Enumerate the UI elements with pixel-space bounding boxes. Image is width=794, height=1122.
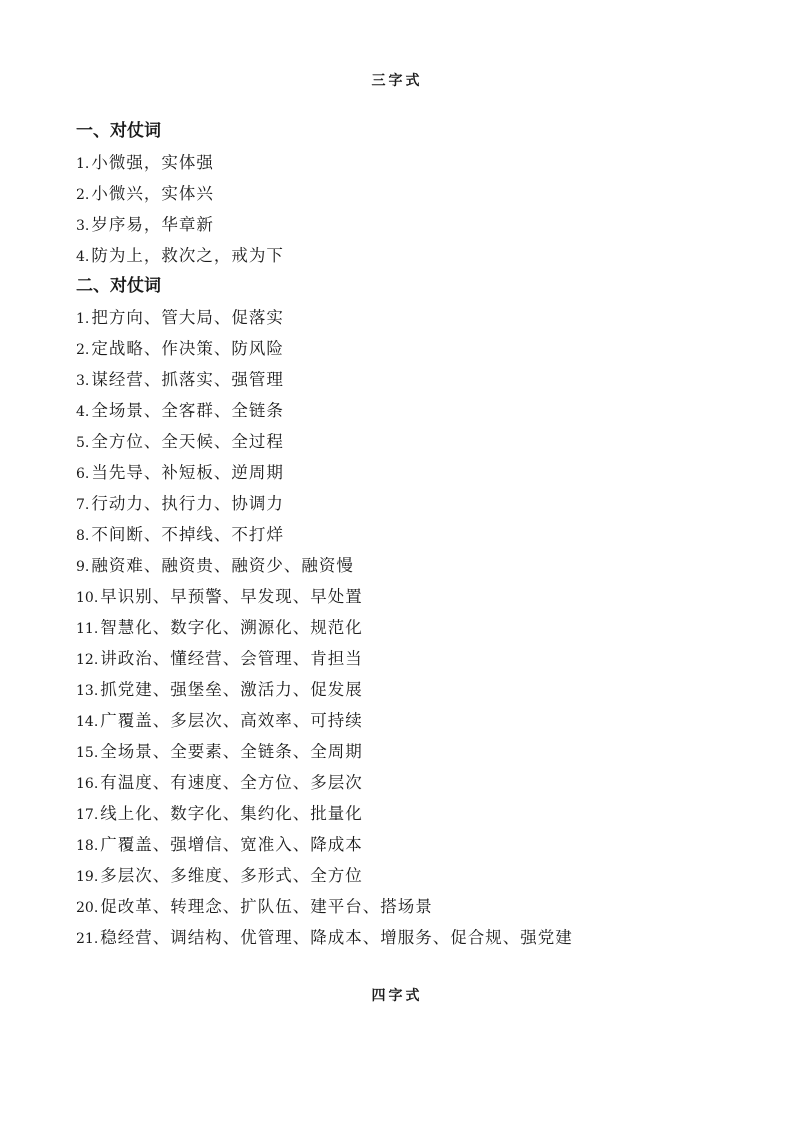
list-item [76,333,736,364]
list-item-text: 当先导、补短板、逆周期 [91,463,284,482]
list-item-number: 11. [76,621,99,637]
list-item [76,736,736,767]
list-item-number: 7. [76,497,90,513]
phrase-list [76,116,736,953]
list-item-text: 谋经营、抓落实、强管理 [91,370,284,389]
list-item [76,860,736,891]
list-item-number: 12. [76,652,99,668]
list-item-number: 2. [76,187,90,203]
list-item-number: 8. [76,528,90,544]
list-item-text: 岁序易，华章新 [91,215,214,234]
list-item [76,147,736,178]
list-item [76,643,736,674]
list-item-text: 全场景、全要素、全链条、全周期 [100,742,363,761]
list-item-text: 防为上，救次之，戒为下 [91,246,284,265]
list-item [76,767,736,798]
list-item-text: 智慧化、数字化、溯源化、规范化 [100,618,363,637]
list-item [76,922,736,953]
list-item [76,364,736,395]
list-item-text: 广覆盖、强增信、宽准入、降成本 [100,835,363,854]
list-item [76,798,736,829]
list-item [76,302,736,333]
section-title-three-character: 三字式 [371,73,423,89]
list-item-text: 抓党建、强堡垒、激活力、促发展 [100,680,363,699]
list-item [76,178,736,209]
section-heading: 一、对仗词 [76,121,161,141]
list-item-text: 稳经营、调结构、优管理、降成本、增服务、促合规、强党建 [100,928,573,947]
section-title-four-character: 四字式 [371,988,423,1004]
list-item-number: 15. [76,745,99,761]
list-item [76,612,736,643]
list-item-text: 线上化、数字化、集约化、批量化 [100,804,363,823]
list-item [76,829,736,860]
list-item-number: 6. [76,466,90,482]
list-item-number: 1. [76,311,90,327]
list-item-number: 13. [76,683,99,699]
list-item-text: 小微兴，实体兴 [91,184,214,203]
list-item-text: 广覆盖、多层次、高效率、可持续 [100,711,363,730]
list-item-text: 有温度、有速度、全方位、多层次 [100,773,363,792]
list-item [76,705,736,736]
list-item-text: 不间断、不掉线、不打烊 [91,525,284,544]
list-item [76,395,736,426]
list-item-number: 17. [76,807,99,823]
list-item-number: 1. [76,156,90,172]
list-item [76,426,736,457]
list-item [76,488,736,519]
list-item-number: 3. [76,218,90,234]
list-item [76,240,736,271]
list-item-number: 16. [76,776,99,792]
list-item-number: 19. [76,869,99,885]
list-item-number: 20. [76,900,99,916]
list-item [76,581,736,612]
list-item-text: 讲政治、懂经营、会管理、肯担当 [100,649,363,668]
list-item [76,209,736,240]
list-item-number: 9. [76,559,90,575]
list-item-number: 4. [76,404,90,420]
list-item [76,674,736,705]
list-item-text: 全场景、全客群、全链条 [91,401,284,420]
list-item [76,891,736,922]
list-item-number: 14. [76,714,99,730]
section-heading: 二、对仗词 [76,276,161,296]
list-item-number: 10. [76,590,99,606]
list-item-text: 融资难、融资贵、融资少、融资慢 [91,556,354,575]
list-item-number: 3. [76,373,90,389]
list-item-text: 把方向、管大局、促落实 [91,308,284,327]
list-item-text: 多层次、多维度、多形式、全方位 [100,866,363,885]
list-item [76,457,736,488]
list-item-text: 促改革、转理念、扩队伍、建平台、搭场景 [100,897,433,916]
list-item-number: 21. [76,931,99,947]
list-item [76,519,736,550]
list-item-number: 5. [76,435,90,451]
list-item-text: 全方位、全天候、全过程 [91,432,284,451]
list-item-text: 小微强，实体强 [91,153,214,172]
list-item-text: 行动力、执行力、协调力 [91,494,284,513]
list-item-number: 18. [76,838,99,854]
list-item-number: 2. [76,342,90,358]
list-item-number: 4. [76,249,90,265]
list-item-text: 早识别、早预警、早发现、早处置 [100,587,363,606]
list-item-text: 定战略、作决策、防风险 [91,339,284,358]
list-item [76,550,736,581]
